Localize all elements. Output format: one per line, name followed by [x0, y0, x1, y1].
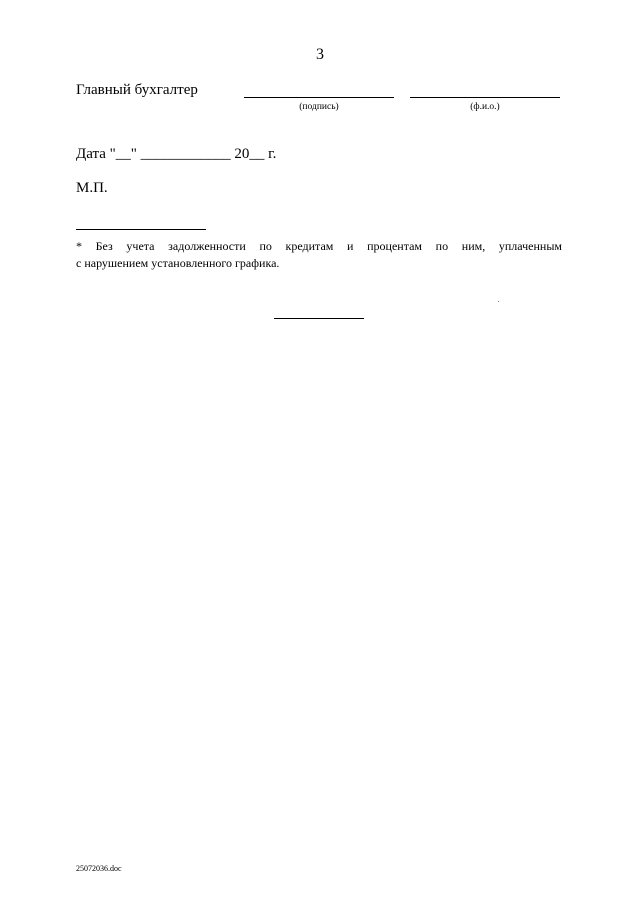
- file-name: 25072036.doc: [76, 864, 122, 873]
- scan-speck: [498, 301, 499, 302]
- signature-caption: (подпись): [299, 102, 339, 112]
- end-of-document-rule: [274, 318, 364, 319]
- footnote: [76, 238, 562, 272]
- full-name-caption: (ф.и.о.): [470, 102, 500, 112]
- chief-accountant-label: Главный бухгалтер: [76, 82, 198, 98]
- full-name-line: [410, 97, 560, 98]
- signature-line: [244, 97, 394, 98]
- stamp-label: М.П.: [76, 180, 108, 196]
- footnote-separator: [76, 229, 206, 230]
- date-line: Дата "__" ____________ 20__ г.: [76, 146, 277, 162]
- footnote-line-1: * Без учета задолженности по кредитам и процентам по ним, уплаченным: [76, 239, 562, 253]
- footnote-line-2: с нарушением установленного графика.: [76, 256, 280, 270]
- page-number: 3: [316, 46, 324, 63]
